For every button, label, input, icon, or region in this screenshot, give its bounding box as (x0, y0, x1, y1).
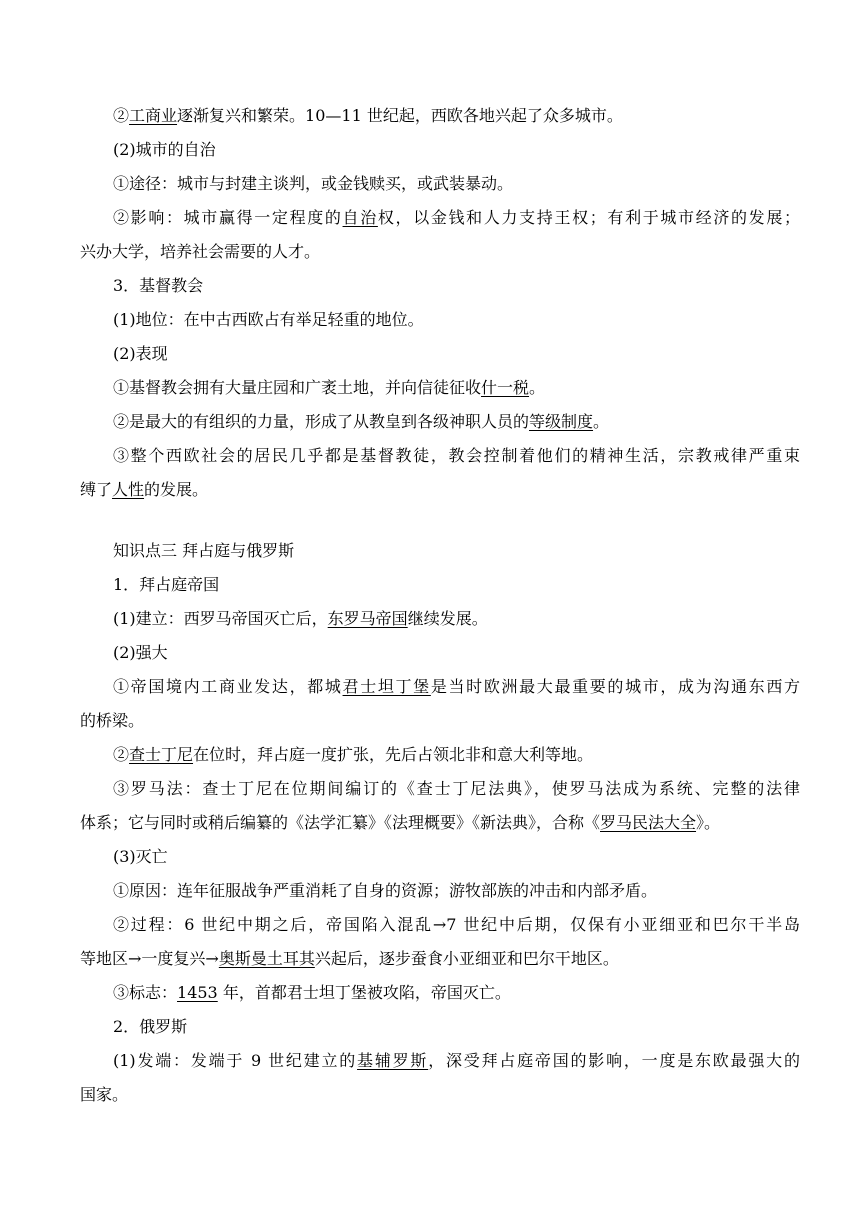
text-segment: ②影响：城市赢得一定程度的 (113, 208, 343, 227)
text-segment: (1)发端：发端于 9 世纪建立的 (113, 1051, 358, 1070)
underlined-term: 君士坦丁堡 (342, 677, 431, 696)
text-segment: 缚了 (80, 480, 113, 499)
text-segment: 年，首都君士坦丁堡被攻陷，帝国灭亡。 (217, 983, 511, 1002)
text-segment: 逐渐复兴和繁荣。10—11 世纪起，西欧各地兴起了众多城市。 (177, 106, 623, 125)
underlined-term: 基辅罗斯 (357, 1051, 429, 1070)
text-segment: ②是最大的有组织的力量，形成了从教皇到各级神职人员的 (113, 412, 530, 431)
text-segment: (2)表现 (113, 344, 168, 363)
underlined-term: 罗马民法大全 (600, 813, 697, 832)
text-segment: ①帝国境内工商业发达，都城 (113, 677, 343, 696)
paragraph-fall-process-cont (80, 949, 800, 969)
text-segment: ③整个西欧社会的居民几乎都是基督教徒，教会控制着他们的精神生活，宗教戒律严重束 (113, 446, 800, 465)
text-segment: 知识点三 拜占庭与俄罗斯 (113, 541, 295, 560)
paragraph-byzantine-capital-cont (80, 711, 800, 731)
text-segment: ①原因：连年征服战争严重消耗了自身的资源；游牧部族的冲击和内部矛盾。 (113, 881, 658, 900)
paragraph-fall-causes (113, 881, 800, 901)
underlined-term: 奥斯曼土耳其 (218, 949, 315, 968)
text-segment: 国家。 (80, 1085, 129, 1104)
paragraph-russia-origin-cont (80, 1085, 800, 1105)
text-segment: 等地区→一度复兴→ (80, 949, 219, 968)
paragraph-autonomy-method (113, 174, 800, 194)
paragraph-fall-process (113, 915, 800, 935)
text-segment: 是当时欧洲最大最重要的城市，成为沟通东西方 (430, 677, 800, 696)
text-segment: (2)城市的自治 (113, 140, 216, 159)
paragraph-autonomy-impact (113, 208, 800, 228)
text-segment: ③罗马法：查士丁尼在位期间编订的《查士丁尼法典》，使罗马法成为系统、完整的法律 (113, 779, 800, 798)
underlined-term: 自治 (342, 208, 378, 227)
text-segment: 的发展。 (144, 480, 209, 499)
underlined-term: 1453 (177, 983, 218, 1002)
underlined-term: 人性 (112, 480, 145, 499)
paragraph-roman-law (113, 779, 800, 799)
heading-russia (113, 1017, 800, 1037)
text-segment: 的桥梁。 (80, 711, 145, 730)
paragraph-church-land (113, 378, 800, 398)
text-segment: 兴起后，逐步蚕食小亚细亚和巴尔干地区。 (314, 949, 619, 968)
heading-byzantine-strength (113, 643, 800, 663)
paragraph-church-control-cont (80, 480, 800, 500)
text-segment: 》。 (696, 813, 721, 832)
text-segment: ①途径：城市与封建主谈判，或金钱赎买，或武装暴动。 (113, 174, 514, 193)
paragraph-byzantine-capital (113, 677, 800, 697)
heading-byzantine-empire (113, 575, 800, 595)
text-segment: ，深受拜占庭帝国的影响，一度是东欧最强大的 (428, 1051, 800, 1070)
text-segment: 2．俄罗斯 (113, 1017, 188, 1036)
heading-christian-church (113, 276, 800, 296)
text-segment: ② (113, 745, 130, 764)
text-segment: (1)地位：在中古西欧占有举足轻重的地位。 (113, 310, 424, 329)
text-segment: 。 (593, 412, 610, 431)
text-segment: 权，以金钱和人力支持王权；有利于城市经济的发展； (377, 208, 800, 227)
text-segment: 3．基督教会 (113, 276, 204, 295)
paragraph-church-control (113, 446, 800, 466)
text-segment: ③标志： (113, 983, 178, 1002)
heading-church-manifestation (113, 344, 800, 364)
underlined-term: 查士丁尼 (129, 745, 194, 764)
text-segment: ② (113, 106, 130, 125)
text-segment: 1．拜占庭帝国 (113, 575, 220, 594)
paragraph-autonomy-impact-cont (80, 242, 800, 262)
underlined-term: 什一税 (481, 378, 530, 397)
text-segment: 体系；它与同时或稍后编纂的《法学汇纂》《法理概要》《新法典》，合称《 (80, 813, 601, 832)
underlined-term: 等级制度 (529, 412, 594, 431)
paragraph-fall-marker (113, 983, 800, 1003)
heading-knowledge-point-three (113, 541, 800, 561)
paragraph-justinian-expansion (113, 745, 800, 765)
paragraph-church-hierarchy (113, 412, 800, 432)
text-segment: (3)灭亡 (113, 847, 168, 866)
text-segment: 继续发展。 (407, 609, 488, 628)
paragraph-commerce-revival (113, 106, 800, 126)
underlined-term: 工商业 (129, 106, 178, 125)
paragraph-byzantine-founding (113, 609, 800, 629)
paragraph-church-status (113, 310, 800, 330)
heading-byzantine-fall (113, 847, 800, 867)
text-segment: 。 (529, 378, 546, 397)
text-segment: (2)强大 (113, 643, 168, 662)
text-segment: 在位时，拜占庭一度扩张，先后占领北非和意大利等地。 (193, 745, 594, 764)
heading-city-autonomy (113, 140, 800, 160)
paragraph-russia-origin (113, 1051, 800, 1071)
underlined-term: 东罗马帝国 (327, 609, 408, 628)
text-segment: ①基督教会拥有大量庄园和广袤土地，并向信徒征收 (113, 378, 482, 397)
text-segment: 兴办大学，培养社会需要的人才。 (80, 242, 321, 261)
text-segment: ②过程：6 世纪中期之后，帝国陷入混乱→7 世纪中后期，仅保有小亚细亚和巴尔干半岛 (113, 915, 800, 934)
text-segment: (1)建立：西罗马帝国灭亡后， (113, 609, 328, 628)
paragraph-roman-law-cont (80, 813, 800, 833)
